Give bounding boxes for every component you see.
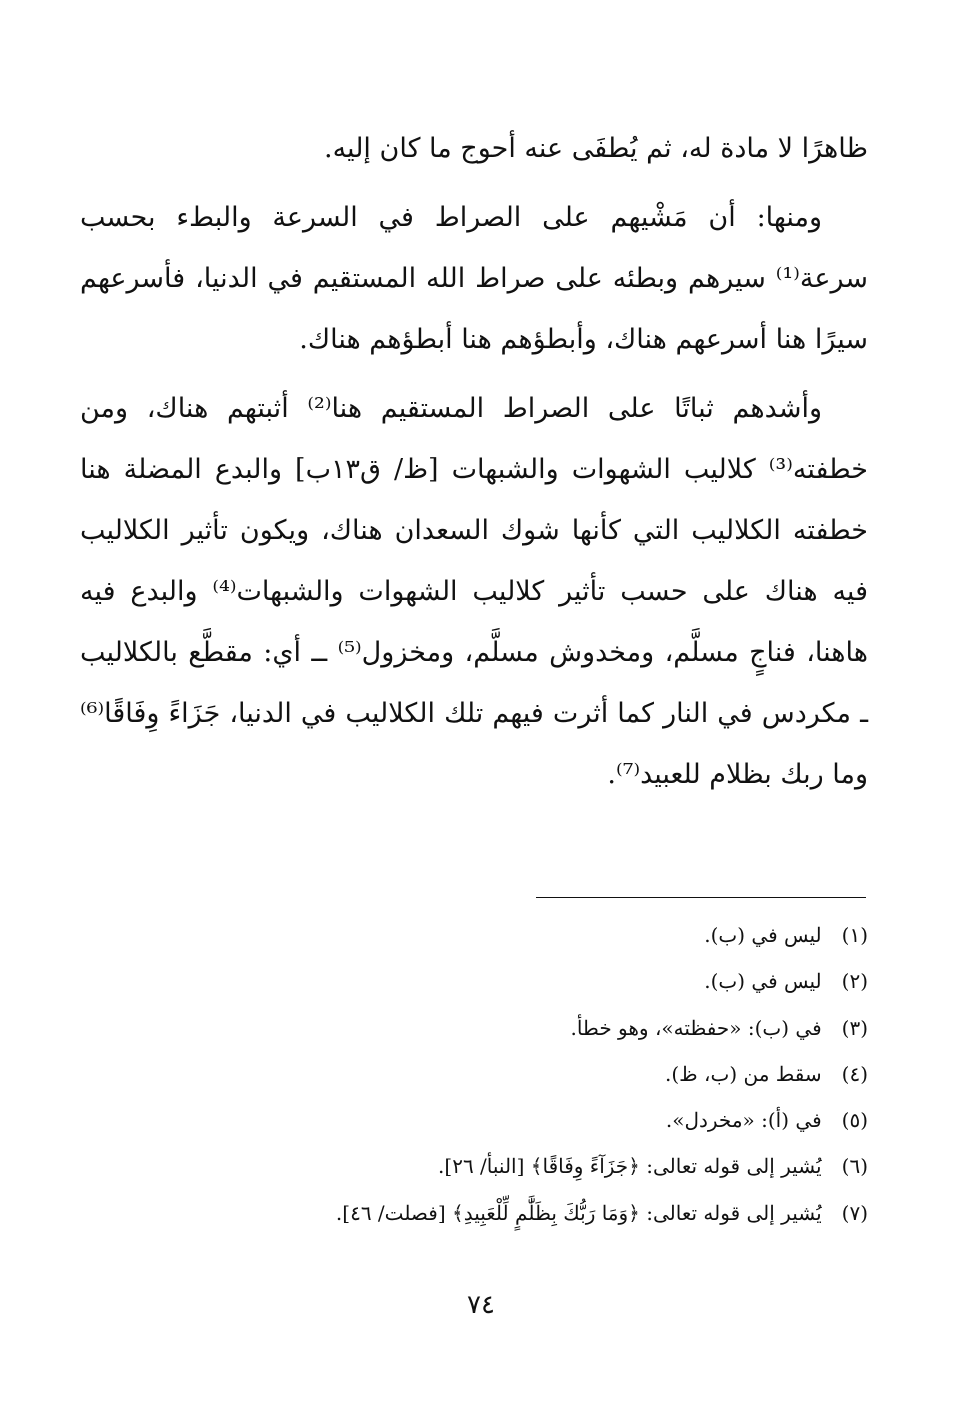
footnote-number: (٥) <box>841 1108 868 1133</box>
footnote-text: ليس في (ب). <box>704 923 822 947</box>
paragraph-3: وأشدهم ثباتًا على الصراط المستقيم هنا⁽²⁾ أثبتهم هناك، ومن خطفته⁽³⁾ كلاليب الشهوات والشبهات [ظ/ ق١٣ب] والبدع المضلة هنا خطفته الكلاليب التي كأنها شوك السعدان هناك، ويكون تأثير الكلاليب فيه هناك على حسب تأثير كلاليب الشهوات والشبهات⁽⁴⁾ والبدع فيه هاهنا، فناجٍ مسلَّم، ومخدوش مسلَّم، ومخزول⁽⁵⁾ ــ أي: مقطَّع بالكلاليب ـ مكردس في النار كما أثرت فيهم تلك الكلاليب في الدنيا، جَزَاءً وِفَاقًا⁽⁶⁾ وما ربك بظلام للعبيد⁽⁷⁾. <box>80 393 868 790</box>
footnote-number: (٦) <box>841 1154 868 1179</box>
footnote-number: (١) <box>841 923 868 947</box>
footnote-text: ليس في (ب). <box>704 969 822 994</box>
footnote-number: (٣) <box>841 1015 868 1040</box>
footnote-text: في (ب): «حفظته»، وهو خطأ. <box>570 1015 822 1040</box>
footnote-separator <box>536 897 866 898</box>
footnote-3 <box>200 1005 868 1051</box>
footnote-1 <box>200 912 868 958</box>
footnote-text: يُشير إلى قوله تعالى: ﴿جَزَآءً وِفَاقًا﴾ [النبأ/ ٢٦]. <box>438 1154 822 1179</box>
footnote-4 <box>200 1051 868 1097</box>
main-text <box>80 118 868 813</box>
paragraph-1: ظاهرًا لا مادة له، ثم يُطفَى عنه أحوج ما كان إليه. <box>324 133 868 164</box>
footnote-number: (٧) <box>841 1200 868 1225</box>
footnote-2 <box>200 958 868 1004</box>
footnote-number: (٤) <box>841 1061 868 1086</box>
footnote-6 <box>200 1143 868 1189</box>
footnote-text: سقط من (ب، ظ). <box>665 1061 822 1086</box>
footnote-7 <box>200 1190 868 1236</box>
footnote-text: يُشير إلى قوله تعالى: ﴿وَمَا رَبُّكَ بِظَلَّٰمٍ لِّلْعَبِيدِ﴾ [فصلت/ ٤٦]. <box>335 1200 822 1225</box>
footnote-5 <box>200 1097 868 1143</box>
paragraph-2: ومنها: أن مَشْيهم على الصراط في السرعة والبطء بحسب سرعة⁽¹⁾ سيرهم وبطئه على صراط الله المستقيم في الدنيا، فأسرعهم سيرًا هنا أسرعهم هناك، وأبطؤهم هنا أبطؤهم هناك. <box>80 202 868 355</box>
footnote-number: (٢) <box>841 969 868 994</box>
page-number: ٧٤ <box>467 1290 495 1320</box>
footnotes <box>200 912 868 1236</box>
footnote-text: في (أ): «مخردل». <box>665 1108 822 1133</box>
